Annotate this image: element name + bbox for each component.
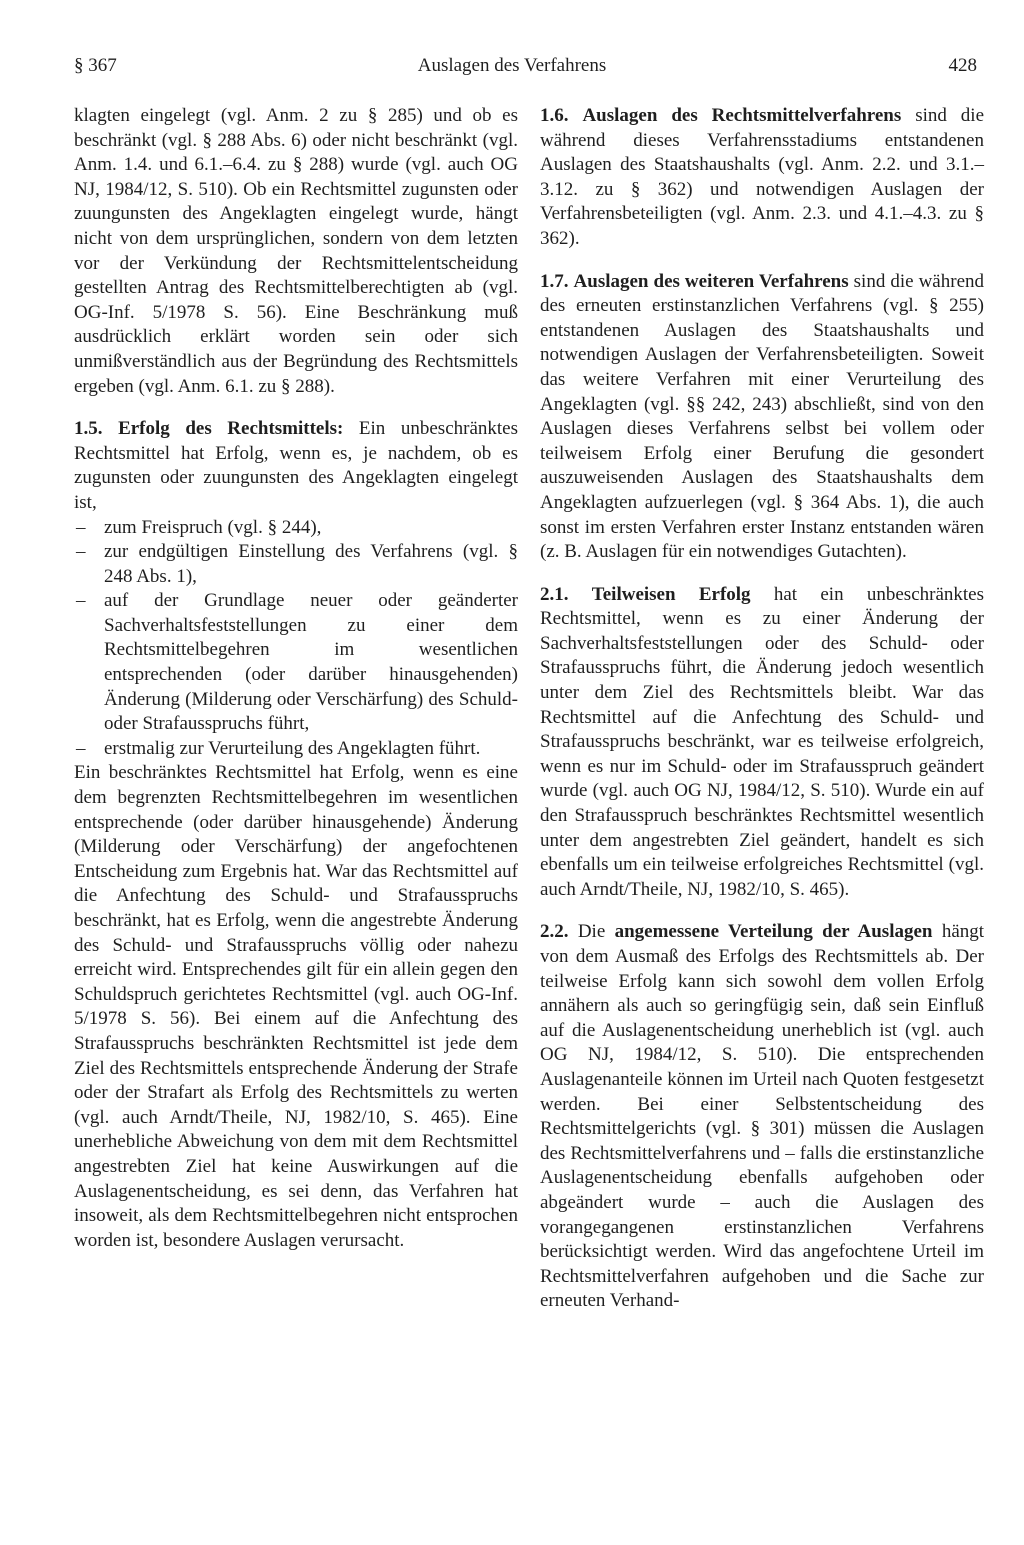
- section-number: 2.1.: [540, 583, 569, 605]
- section-number: 1.6.: [540, 105, 569, 126]
- section-text: Ein unbeschränktes Rechtsmittel hat Erfolg, wenn es, je nachdem, ob es zugunsten oder zuungunsten des Angeklagten eingelegt ist,: [74, 418, 518, 513]
- section-heading: Auslagen des weiteren Verfahrens: [573, 270, 849, 292]
- paragraph-2-1: [540, 583, 984, 903]
- paragraph-2-2: [540, 920, 984, 1314]
- section-marker: § 367: [74, 55, 117, 76]
- dash-list: [74, 516, 518, 762]
- section-text: hat ein unbeschränktes Rechtsmittel, wenn es zu einer Änderung der Sachverhaltsfeststellungen oder des Schuld- oder Strafausspruchs führt, die Änderung jedoch wesentlich unter dem Ziel des Rechtsmittels bleibt. War das Rechtsmittel auf die Anfechtung des Schuld- und Strafausspruchs beschränkt, war es teilweise erfolgreich, wenn es nur im Schuld- oder im Strafausspruch geändert wurde (vgl. auch OG NJ, 1984/12, S. 510). Wurde ein auf den Strafausspruch beschränktes Rechtsmittel wesentlich unter dem angestrebten Ziel geändert, handelt es sich ebenfalls um ein teilweise erfolgreiches Rechtsmittel (vgl. auch Arndt/Theile, NJ, 1982/10, S. 465).: [540, 583, 984, 900]
- list-item: – erstmalig zur Verurteilung des Angeklagten führt.: [74, 737, 518, 762]
- section-heading: angemessene Verteilung der Auslagen: [614, 921, 933, 943]
- list-item: – auf der Grundlage neuer oder geänderter Sachverhaltsfeststellungen zu einer dem Rechtsmittelbegehren im wesentlichen entsprechenden (oder darüber hinausgehenden) Änderung (Milderung oder Verschärfung) des Schuld- oder Strafausspruchs führt,: [74, 589, 518, 737]
- paragraph-1-7: [540, 270, 984, 565]
- section-heading: Teilweisen Erfolg: [591, 583, 751, 605]
- right-column: [540, 104, 984, 1314]
- section-heading: Auslagen des Rechtsmittelverfahrens: [582, 105, 902, 126]
- section-text: sind die während des erneuten erstinstanzlichen Verfahrens (vgl. § 255) entstandenen Auslagen des Staatshaushalts und notwendigen Auslagen der Verfahrensbeteiligten. Soweit das weitere Verfahren mit einer Verurteilung des Angeklagten (vgl. §§ 242, 243) abschließt, sind von den Auslagen dieses Verfahrens selbst bei vollem oder teilweisem Erfolg einer Berufung die gesondert auszuweisenden Auslagen des Staatshaushalts dem Angeklagten aufzuerlegen (vgl. § 364 Abs. 1), die auch sonst im ersten Verfahren erster Instanz entstanden wären (z. B. Auslagen für ein notwendiges Gutachten).: [540, 270, 985, 563]
- section-heading: Erfolg des Rechtsmittels:: [118, 418, 344, 440]
- list-item: – zur endgültigen Einstellung des Verfahrens (vgl. § 248 Abs. 1),: [74, 540, 518, 589]
- running-title: Auslagen des Verfahrens: [417, 55, 607, 76]
- section-number: 2.2.: [540, 921, 569, 943]
- section-text: hängt von dem Ausmaß des Erfolgs des Rechtsmittels ab. Der teilweise Erfolg kann sich sowohl dem vollen Erfolg annähern als auch so geringfügig sein, daß sein Einfluß auf die Auslagenentscheidung unerheblich ist (vgl. auch OG NJ, 1984/12, S. 510). Die entsprechenden Auslagenanteile können im Urteil nach Quoten festgesetzt werden. Bei einer Selbstentscheidung des Rechtsmittelgerichts (vgl. § 301) müssen die Auslagen des Rechtsmittelverfahrens und – falls die erstinstanzliche Auslagenentscheidung ebenfalls aufgehoben oder abgeändert wurde – auch die Auslagen des vorangegangenen erstinstanzlichen Verfahrens berücksichtigt werden. Wird das angefochtene Urteil im Rechtsmittelverfahren aufgehoben und die Sache zur erneuten Verhand-: [540, 921, 985, 1312]
- paragraph-1-5-continued: Ein beschränktes Rechtsmittel hat Erfolg, wenn es eine dem begrenzten Rechtsmittelbegehren im wesentlichen entsprechende (oder darüber hinausgehende) Änderung (Milderung oder Verschärfung) der angefochtenen Entscheidung zum Ergebnis hat. War das Rechtsmittel auf die Anfechtung des Schuld- und Strafausspruchs beschränkt, hat es Erfolg, wenn die angestrebte Änderung des Schuld- und Strafausspruchs völlig oder nahezu erreicht wird. Entsprechendes gilt für ein allein gegen den Schuldspruch gerichtetes Rechtsmittel (vgl. auch OG-Inf. 5/1978 S. 56). Bei einem auf die Anfechtung des Strafausspruchs beschränkten Rechtsmittel ist jede dem Ziel des Rechtsmittels entsprechende Änderung der Strafe oder der Strafart als Erfolg des Rechtsmittels zu werten (vgl. auch Arndt/Theile, NJ, 1982/10, S. 465). Eine unerhebliche Abweichung von dem mit dem Rechtsmittel angestrebten Ziel hat keine Auswirkungen auf die Auslagenentscheidung, es sei denn, das Verfahren hat insoweit, als dem Rechtsmittelbegehren nicht entsprochen worden ist, besondere Auslagen verursacht.: [74, 762, 518, 1251]
- paragraph-1-6: [540, 104, 984, 252]
- section-number: 1.5.: [74, 418, 103, 440]
- section-number: 1.7.: [540, 270, 569, 292]
- section-prefix: Die: [577, 921, 606, 943]
- paragraph-1-5: [74, 417, 518, 515]
- page-number: 428: [948, 55, 977, 76]
- left-column: [74, 104, 518, 1253]
- continued-paragraph: klagten eingelegt (vgl. Anm. 2 zu § 285) und ob es beschränkt (vgl. § 288 Abs. 6) oder nicht beschränkt (vgl. Anm. 1.4. und 6.1.–6.4. zu § 288) wurde (vgl. auch OG NJ, 1984/12, S. 510). Ob ein Rechtsmittel zugunsten oder zuungunsten des Angeklagten eingelegt wurde, hängt nicht von dem ursprünglichen, sondern von dem letzten vor der Verkündung der Rechtsmittelentscheidung gestellten Antrag des Rechtsmittelberechtigten ab (vgl. OG-Inf. 5/1978 S. 56). Eine Beschränkung muß ausdrücklich erklärt worden sein oder sich unmißverständlich aus der Begründung des Rechtsmittels ergeben (vgl. Anm. 6.1. zu § 288).: [74, 105, 518, 397]
- list-item: – zum Freispruch (vgl. § 244),: [74, 516, 518, 541]
- section-text: sind die während dieses Verfahrensstadiums entstandenen Auslagen des Staatshaushalts (vgl. Anm. 2.2. und 3.1.–3.12. zu § 362) und notwendigen Auslagen der Verfahrensbeteiligten (vgl. Anm. 2.3. und 4.1.–4.3. zu § 362).: [540, 105, 985, 249]
